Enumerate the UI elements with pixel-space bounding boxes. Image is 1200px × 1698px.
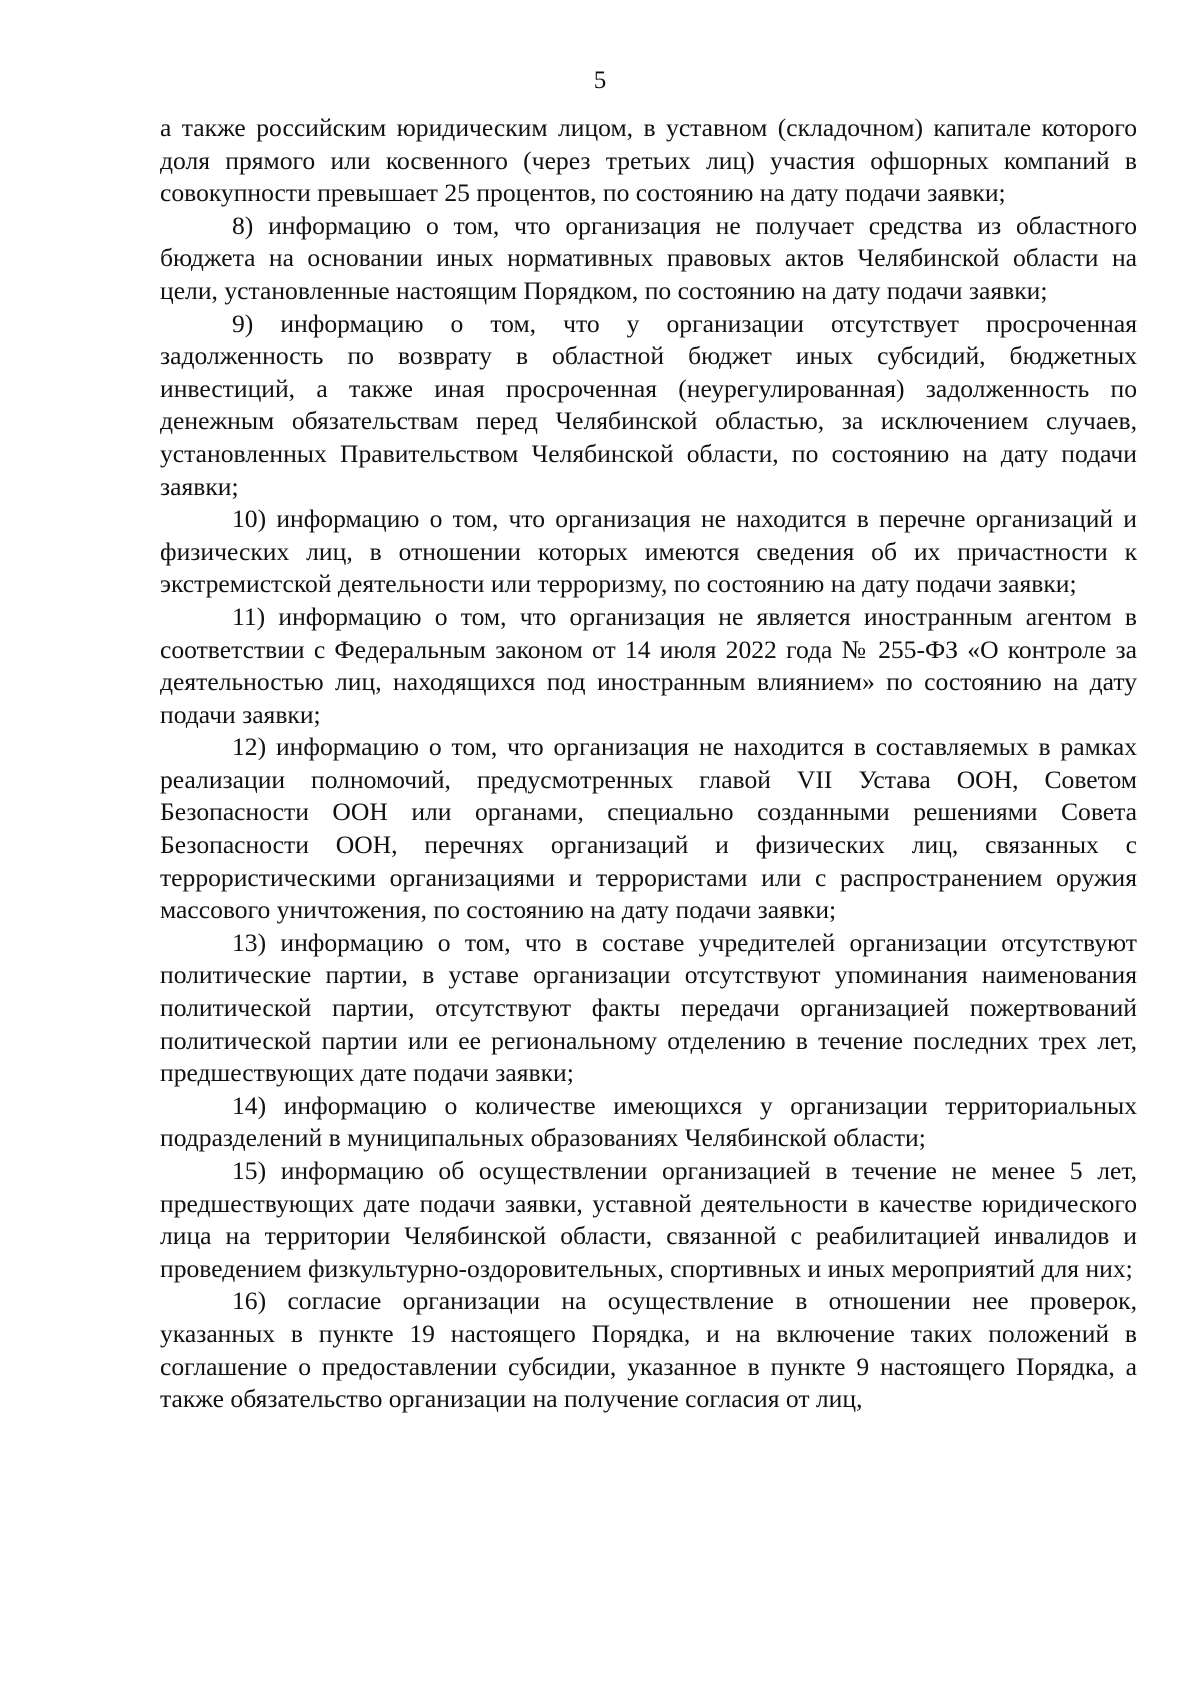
paragraph-item-11: 11) информацию о том, что организация не является иностранным агентом в соответствии с Федеральным законом от 14 июля 2022 года № 255-ФЗ «О контроле за деятельностью лиц, находящихся под иностранным влиянием» по состоянию на дату подачи заявки; [160, 601, 1137, 729]
paragraph-continuation: а также российским юридическим лицом, в уставном (складочном) капитале которого доля прямого или косвенного (через третьих лиц) участия офшорных компаний в совокупности превышает 25 процентов, по состоянию на дату подачи заявки; [160, 113, 1137, 208]
paragraph-item-16: 16) согласие организации на осуществление в отношении нее проверок, указанных в пункте 19 настоящего Порядка, и на включение таких положений в соглашение о предоставлении субсидии, указанное в пункте 9 настоящего Порядка, а также обязательство организации на получение согласия от лиц, [160, 1286, 1137, 1414]
paragraph-item-8: 8) информацию о том, что организация не получает средства из областного бюджета на основании иных нормативных правовых актов Челябинской области на цели, установленные настоящим Порядком, по состоянию на дату подачи заявки; [160, 210, 1137, 305]
paragraph-item-14: 14) информацию о количестве имеющихся у организации территориальных подразделений в муниципальных образованиях Челябинской области; [160, 1090, 1137, 1153]
document-body [160, 112, 1137, 1416]
paragraph-item-10: 10) информацию о том, что организация не находится в перечне организаций и физических лиц, в отношении которых имеются сведения об их причастности к экстремистской деятельности или терроризму, по состоянию на дату подачи заявки; [160, 504, 1137, 599]
page-number: 5 [593, 67, 607, 94]
paragraph-item-9: 9) информацию о том, что у организации отсутствует просроченная задолженность по возврату в областной бюджет иных субсидий, бюджетных инвестиций, а также иная просроченная (неурегулированная) задолженность по денежным обязательствам перед Челябинской областью, за исключением случаев, установленных Правительством Челябинской области, по состоянию на дату подачи заявки; [160, 308, 1137, 501]
paragraph-item-13: 13) информацию о том, что в составе учредителей организации отсутствуют политические партии, в уставе организации отсутствуют упоминания наименования политической партии, отсутствуют факты передачи организацией пожертвований политической партии или ее региональному отделению в течение последних трех лет, предшествующих дате подачи заявки; [160, 927, 1137, 1088]
paragraph-item-15: 15) информацию об осуществлении организацией в течение не менее 5 лет, предшествующих дате подачи заявки, уставной деятельности в качестве юридического лица на территории Челябинской области, связанной с реабилитацией инвалидов и проведением физкультурно-оздоровительных, спортивных и иных мероприятий для них; [160, 1156, 1137, 1283]
paragraph-item-12: 12) информацию о том, что организация не находится в составляемых в рамках реализации полномочий, предусмотренных главой VII Устава ООН, Советом Безопасности ООН или органами, специально созданными решениями Совета Безопасности ООН, перечнях организаций и физических лиц, связанных с террористическими организациями и террористами или с распространением оружия массового уничтожения, по состоянию на дату подачи заявки; [160, 732, 1137, 925]
